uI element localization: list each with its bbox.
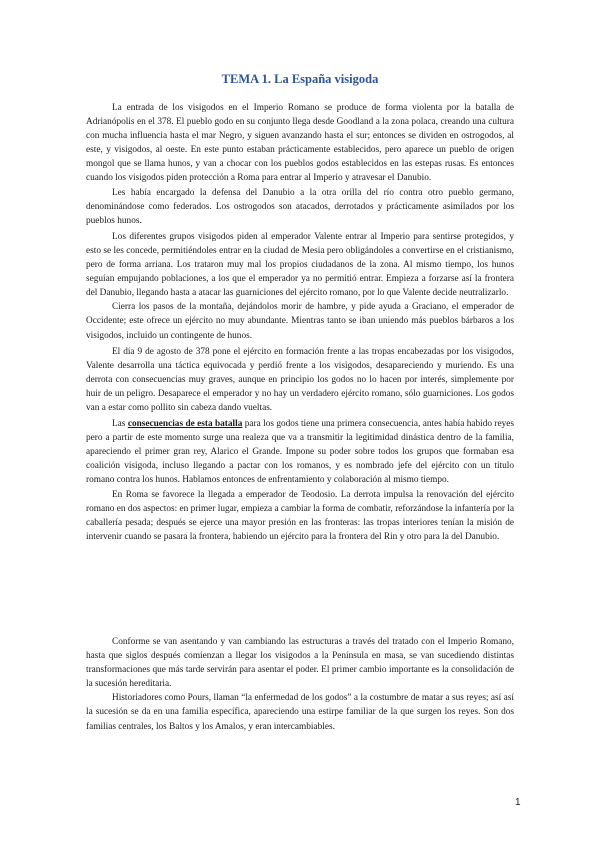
emphasis-term: consecuencias de esta batalla	[127, 419, 243, 430]
paragraph: En Roma se favorece la llegada a emperador de Teodosio. La derrota impulsa la renovación del ejército romano en dos aspectos: en primer lugar, empieza a cambiar la forma de combatir, reforzándose la infantería por la caballería pesada; después se ejerce una mayor presión en las fronteras: las tropas interiores tenían la misión de intervenir cuando se pasara la frontera, habiendo un ejército para la frontera del Rin y otro para la del Danubio.	[86, 489, 514, 542]
paragraph: Historiadores como Pours, llaman “la enfermedad de los godos” a la costumbre de matar a sus reyes; así así la sucesión se da en una familia específica, apareciendo una estirpe familiar de la que surgen los reyes. Son dos familias centrales, los Baltos y los Amalos, y eran intercambiables.	[86, 693, 514, 732]
page-number: 1	[515, 797, 521, 808]
paragraph: Les había encargado la defensa del Danubio a la otra orilla del río contra otro pueblo germano, denominándose como federados. Los ostrogodos son atacados, derrotados y prácticamente asimilados por los pueblos hunos.	[86, 187, 514, 226]
paragraph: El día 9 de agosto de 378 pone el ejército en formación frente a las tropas encabezadas por los visigodos, Valente desarrolla una táctica equivocada y perdió frente a los visigodos, desapareciendo y muriendo. Es una derrota con consecuencias muy graves, aunque en principio los godos no lo hacen por interés, simplemente por huir de un peligro. Desaparece el emperador y no hay un verdadero ejército romano, sólo guarniciones. Los godos van a estar como pollito sin cabeza dando vueltas.	[86, 346, 514, 413]
paragraph: Los diferentes grupos visigodos piden al emperador Valente entrar al Imperio para sentirse protegidos, y esto se les concede, permitiéndoles entrar en la ciudad de Mesia pero obligándoles a convertirse en el cristianismo, pero de forma arriana. Los trataron muy mal los propios ciudadanos de la zona. Al mismo tiempo, los hunos seguían empujando poblaciones, a los que el emperador ya no permitió entrar. Empieza a forzarse así la frontera del Danubio, llegando hasta a atacar las guarniciones del ejército romano, por lo que Valente decide neutralizarlo.	[86, 231, 514, 299]
document-title: TEMA 1. La España visigoda	[221, 72, 379, 86]
paragraph: Conforme se van asentando y van cambiando las estructuras a través del tratado con el Imperio Romano, hasta que siglos después comienzan a llegar los visigodos a la Península en masa, se van sucediendo distintas transformaciones que más tarde servirán para asentar el poder. El primer cambio importante es la consolidación de la sucesión hereditaria.	[86, 637, 514, 690]
paragraph: La entrada de los visigodos en el Imperio Romano se produce de forma violenta por la batalla de Adrianópolis en el 378. El pueblo godo en su conjunto llega desde Goodland a la zona polaca, creando una cultura con mucha influencia hasta el mar Negro, y siguen avanzando hasta el sur; entonces se dividen en ostrogodos, al este, y visigodos, al oeste. En este punto estaban prácticamente establecidos, pero aparece un pueblo de origen mongol que se llama hunos, y van a chocar con los pueblos godos establecidos en las estepas rusas. Es entonces cuando los visigodos piden protección a Roma para entrar al Imperio y atravesar el Danubio.	[86, 103, 514, 184]
paragraph-consecuencias	[86, 417, 514, 487]
text-run: para los godos tiene una primera consecuencia, antes había habido reyes pero a partir de este momento surge una realeza que va a transmitir la legitimidad dinástica dentro de la familia, apareciendo el primer gran rey, Alarico el Grande. Impone su poder sobre todos los grupos que formaban esa coalición visigoda, incluso llegando a pactar con los romanos, y es nombrado jefe del ejército con un título romano contra los hunos. Hablamos entonces de enfrentamiento y colaboración al mismo tiempo.	[86, 419, 515, 486]
text-run: Las	[112, 419, 128, 430]
paragraph: Cierra los pasos de la montaña, dejándolos morir de hambre, y pide ayuda a Graciano, el emperador de Occidente; este ofrece un ejército no muy abundante. Mientras tanto se iban uniendo más pueblos bárbaros a los visigodos, incluido un contingente de hunos.	[86, 302, 514, 341]
section-2	[86, 635, 514, 734]
section-1	[86, 101, 514, 544]
